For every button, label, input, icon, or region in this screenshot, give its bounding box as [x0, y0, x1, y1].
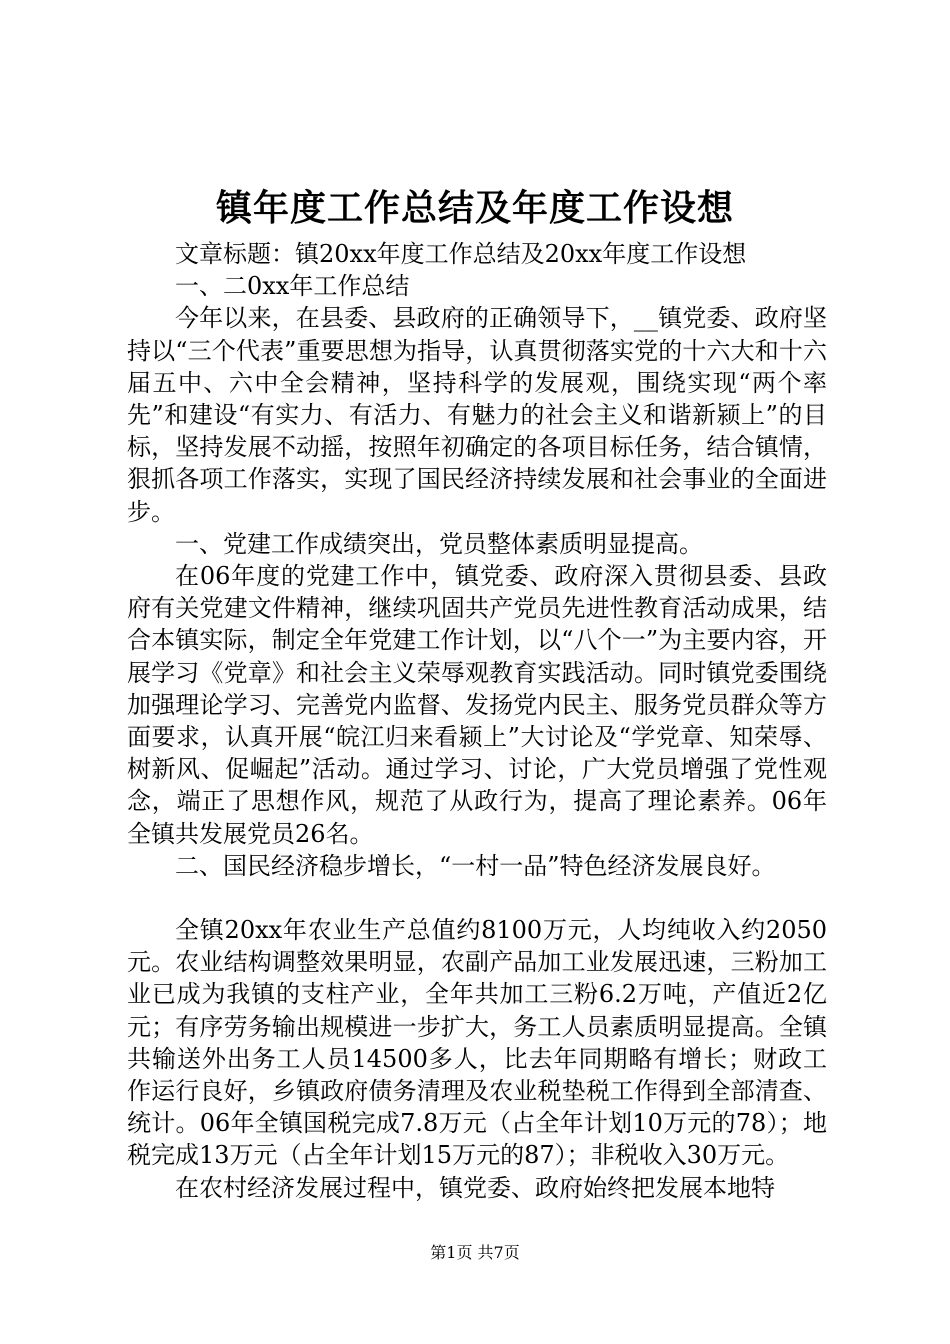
subsection-heading: 二、国民经济稳步增长，“一村一品”特色经济发展良好。 — [175, 851, 776, 880]
article-title-line: 文章标题：镇20xx年度工作总结及20xx年度工作设想 — [175, 240, 747, 268]
document-title: 镇年度工作总结及年度工作设想 — [215, 187, 734, 229]
page-footer: 第1页 共7页 — [430, 1243, 520, 1262]
document-body — [127, 238, 827, 1204]
body-paragraph: 在06年度的党建工作中，镇党委、政府深入贯彻县委、县政府有关党建文件精神，继续巩固共产党员先进性教育活动成果，结合本镇实际，制定全年党建工作计划，以“八个一”为主要内容，开展学习《党章》和社会主义荣辱观教育实践活动。同时镇党委围绕加强理论学习、完善党内监督、发扬党内民主、服务党员群众等方面要求，认真开展“皖江归来看颍上”大讨论及“学党章、知荣辱、树新风、促崛起”活动。通过学习、讨论，广大党员增强了党性观念，端正了思想作风，规范了从政行为，提高了理论素养。06年全镇共发展党员26名。 — [127, 562, 827, 848]
body-paragraph: 今年以来，在县委、县政府的正确领导下，__镇党委、政府坚持以“三个代表”重要思想为指导，认真贯彻落实党的十六大和十六届五中、六中全会精神，坚持科学的发展观，围绕实现“两个率先”和建设“有实力、有活力、有魅力的社会主义和谐新颍上”的目标，坚持发展不动摇，按照年初确定的各项目标任务，结合镇情，狠抓各项工作落实，实现了国民经济持续发展和社会事业的全面进步。 — [127, 304, 827, 526]
subsection-heading: 一、党建工作成绩突出，党员整体素质明显提高。 — [175, 529, 703, 558]
section-heading: 一、二0xx年工作总结 — [175, 272, 410, 301]
body-paragraph: 在农村经济发展过程中，镇党委、政府始终把发展本地特 — [175, 1173, 775, 1202]
body-paragraph: 全镇20xx年农业生产总值约8100万元，人均纯收入约2050元。农业结构调整效果明显，农副产品加工业发展迅速，三粉加工业已成为我镇的支柱产业，全年共加工三粉6.2万吨，产值近2亿元；有序劳务输出规模进一步扩大，务工人员素质明显提高。全镇共输送外出务工人员14500多人，比去年同期略有增长；财政工作运行良好，乡镇政府债务清理及农业税垫税工作得到全部清查、统计。06年全镇国税完成7.8万元（占全年计划10万元的78）；地税完成13万元（占全年计划15万元的87）；非税收入30万元。 — [127, 916, 827, 1170]
